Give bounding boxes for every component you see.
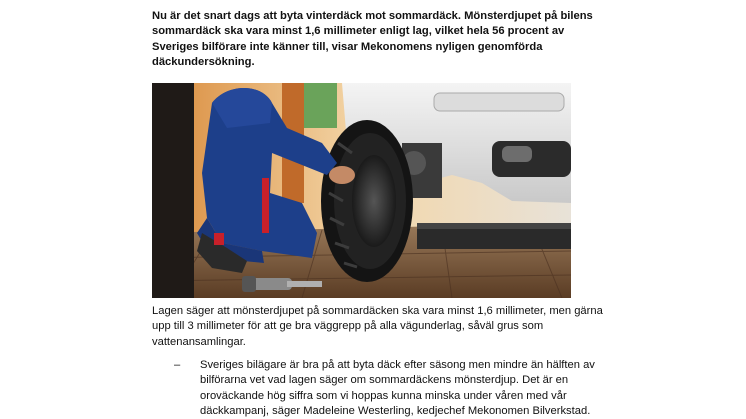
quote-text: Sveriges bilägare är bra på att byta däck efter säsong men mindre än hälften av bilförarna vet vad lagen säger om sommardäckens mönsterdjup. Det är en oroväckande hög siffra som vi hoppas kunna minska under våren med vår däckkampanj, säger Madeleine Westerling, kedjechef Mekonomen Bilverkstad. (200, 359, 595, 417)
photo-caption: Lagen säger att mönsterdjupet på sommardäcken ska vara minst 1,6 millimeter, men gärna upp till 3 millimeter för att ge bra väggrepp på alla vägunderlag, såväl grus som vattenansamlingar. (152, 305, 603, 348)
quote-dash: – (174, 359, 181, 371)
lead-paragraph: Nu är det snart dags att byta vinterdäck mot sommardäck. Mönsterdjupet på bilens sommardäck ska vara minst 1,6 millimeter enligt lag, vilket hela 56 procent av Sveriges bilförare inte känner till, visar Mekonomens nyligen genomförda däckundersökning. (152, 10, 593, 68)
tire-change-photo (152, 83, 571, 298)
